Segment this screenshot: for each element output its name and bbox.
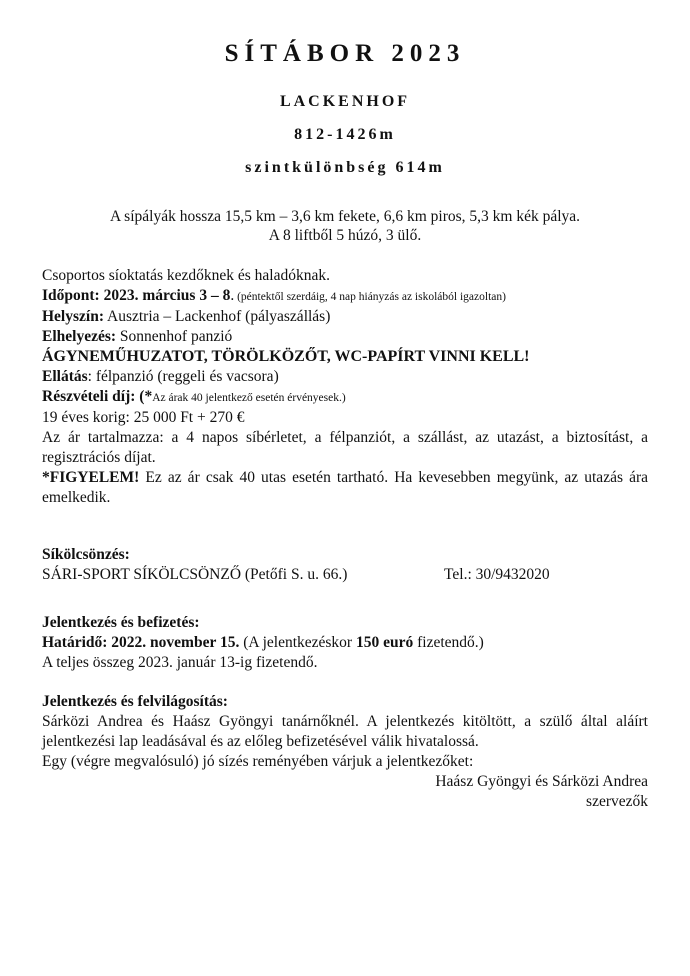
- rental-heading: Síkölcsönzés:: [42, 546, 130, 563]
- deadline-note-end: fizetendő.): [413, 634, 484, 651]
- rental-row: [42, 565, 648, 585]
- altitude-heading: 812-1426m: [294, 126, 396, 143]
- deadline-note-start: (A jelentkezéskor: [239, 634, 356, 651]
- board-line: [42, 367, 648, 387]
- document-title: SÍTÁBOR 2023: [224, 40, 466, 67]
- place-value: Ausztria – Lackenhof (pályaszállás): [104, 308, 331, 325]
- payment-heading: Jelentkezés és befizetés:: [42, 614, 200, 631]
- date-dot: .: [230, 287, 235, 304]
- deadline-label: Határidő: 2022. november 15.: [42, 634, 240, 651]
- deadline-amount: 150 euró: [355, 634, 414, 651]
- board-value: : félpanzió (reggeli és vacsora): [87, 368, 279, 385]
- includes-paragraph: Az ár tartalmazza: a 4 napos síbérletet, a félpanziót, a szállást, az utazást, a biztosítást, a regisztrációs díjat.: [42, 429, 648, 466]
- attention-paragraph: [42, 468, 648, 508]
- lifts-line: A 8 liftből 5 húzó, 3 ülő.: [268, 227, 422, 244]
- date-label: Időpont: 2023. március 3 – 8: [42, 287, 231, 304]
- accommodation-label: Elhelyezés:: [42, 328, 117, 345]
- place-line: [42, 307, 648, 327]
- date-note: (péntektől szerdáig, 4 nap hiányzás az iskolából igazoltan): [234, 291, 506, 303]
- details-section: [42, 266, 648, 508]
- info-section: [42, 692, 648, 812]
- location-heading: LACKENHOF: [279, 93, 411, 110]
- payment-section: [42, 613, 648, 673]
- info-heading: Jelentkezés és felvilágosítás:: [42, 693, 228, 710]
- accommodation-line: [42, 327, 648, 347]
- place-label: Helyszín:: [42, 308, 104, 325]
- attention-label: *FIGYELEM!: [42, 469, 140, 486]
- deadline-line: [42, 633, 648, 653]
- fee-line: [42, 387, 648, 408]
- closing-line: Egy (végre megvalósuló) jó sízés reményében várjuk a jelentkezőket:: [42, 753, 474, 770]
- rental-shop: SÁRI-SPORT SÍKÖLCSÖNZŐ (Petőfi S. u. 66.): [42, 566, 348, 583]
- attention-text: Ez az ár csak 40 utas esetén tartható. Ha kevesebben megyünk, az utazás ára emelkedik.: [42, 469, 648, 506]
- slopes-length-line: A sípályák hossza 15,5 km – 3,6 km fekete, 6,6 km piros, 5,3 km kék pálya.: [109, 208, 581, 225]
- signers: Haász Gyöngyi és Sárközi Andrea: [435, 773, 648, 790]
- date-line: [42, 286, 648, 307]
- rental-phone: Tel.: 30/9432020: [444, 566, 550, 583]
- slopes-intro: [0, 207, 690, 245]
- fee-note-open: (*: [135, 388, 153, 405]
- elevation-heading: szintkülönbség 614m: [245, 159, 445, 176]
- price-line: 19 éves korig: 25 000 Ft + 270 €: [42, 409, 245, 426]
- fee-note: Az árak 40 jelentkező esetén érvényesek.): [152, 392, 346, 404]
- fee-label: Részvételi díj:: [42, 388, 136, 405]
- warning-line: ÁGYNEMŰHUZATOT, TÖRÖLKÖZŐT, WC-PAPÍRT VINNI KELL!: [42, 348, 530, 365]
- info-paragraph: Sárközi Andrea és Haász Gyöngyi tanárnőknél. A jelentkezés kitöltött, a szülő által aláírt jelentkezési lap leadásával és az előleg befizetésével válik hivatalossá.: [42, 713, 648, 750]
- lessons-line: Csoportos síoktatás kezdőknek és haladóknak.: [42, 267, 330, 284]
- board-label: Ellátás: [42, 368, 88, 385]
- accommodation-value: Sonnenhof panzió: [116, 328, 233, 345]
- rental-section: [42, 545, 648, 585]
- full-payment-line: A teljes összeg 2023. január 13-ig fizetendő.: [42, 654, 318, 671]
- signers-role: szervezők: [586, 793, 648, 810]
